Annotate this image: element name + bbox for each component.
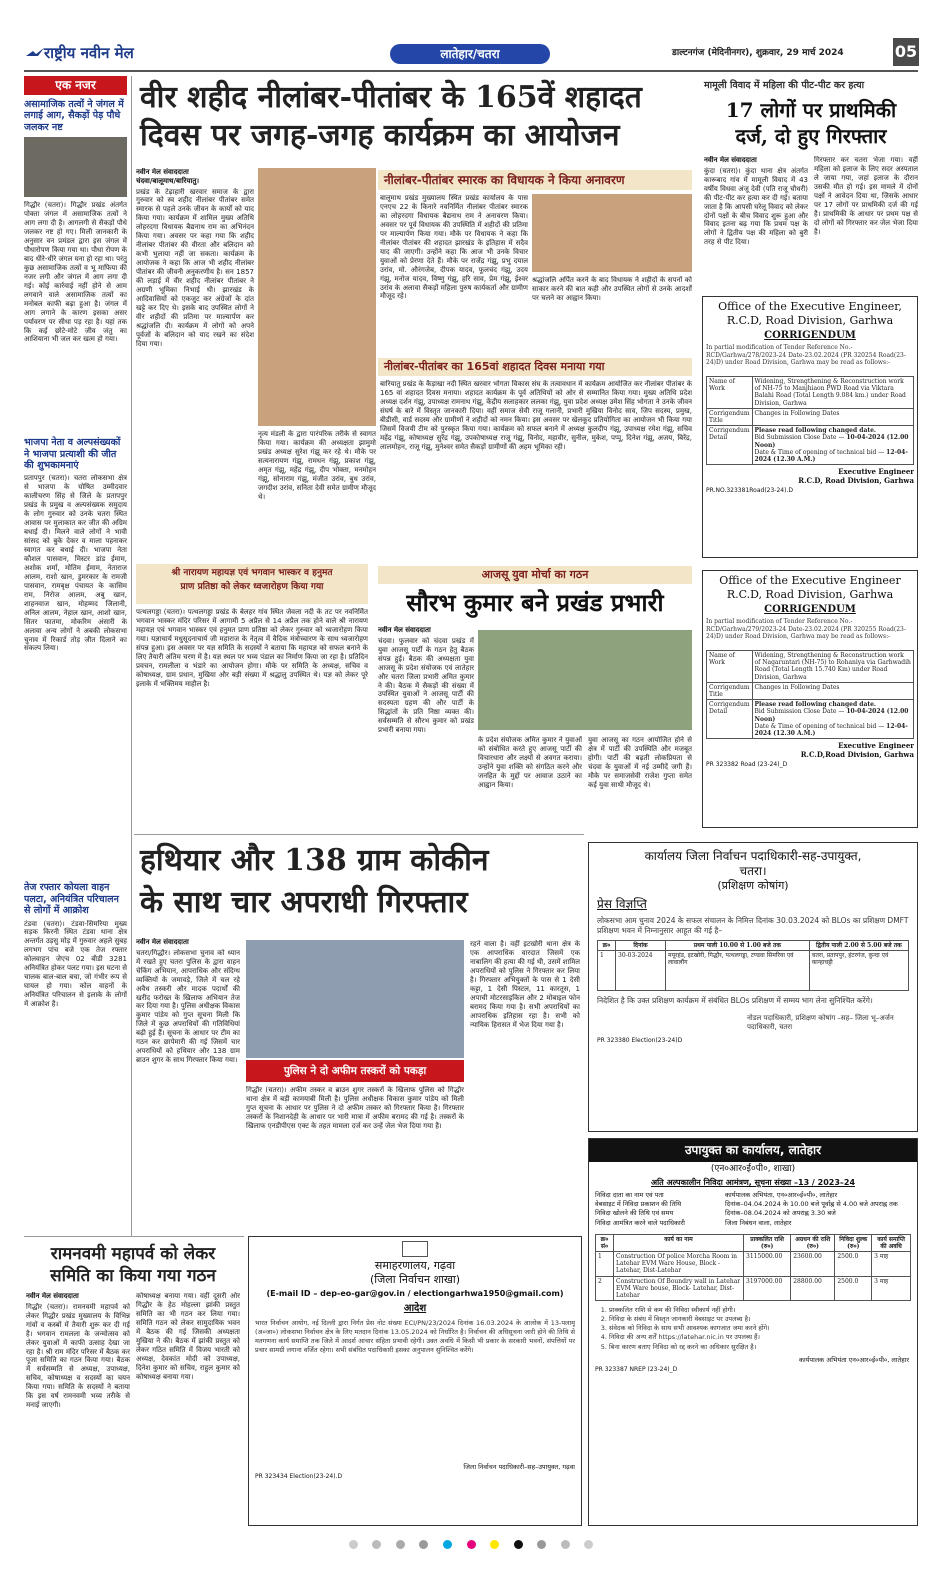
table-row xyxy=(596,1234,911,1251)
table-cell: Widening, Strengthening & Reconstruction work of Nagaruntari (NH-75) to Rohaniya via Garhwadih Road (Total Length 15.740 Km) under Road Division, Garhwa xyxy=(752,651,913,683)
main-headline-line-2: दिवस पर जगह-जगह कार्यक्रम का आयोजन xyxy=(140,118,620,153)
registration-dot xyxy=(537,1540,546,1549)
ajsu-kicker-box xyxy=(378,566,692,584)
ajsu-headline: सौरभ कुमार बने प्रखंड प्रभारी xyxy=(406,588,664,617)
dateline: चंदवा/बालूमाथ/बारियातु। xyxy=(136,176,200,185)
table-header: क्र० सं० xyxy=(596,1234,614,1251)
cocaine-sub-body: गिद्धौर (चतरा)। अफीम तस्कर व ब्राउन शुगर तस्करों के खिलाफ पुलिस को गिद्धौर थाना क्षेत्र में बड़ी कामयाबी मिली है। पुलिस अधीक्षक विकास कुमार पांडेय को मिली गुप्त सूचना के आधार पर पुलिस ने दो अफीम तस्कर को गिरफ्तार किया है। गिरफ्तार तस्करों के निशानदेही के आधार पर भारी मात्रा में अफीम बरामद की गई है। तस्करों के खिलाफ एनडीपीएस एक्ट के तहत मामला दर्ज कर उन्हें जेल भेज दिया गया है। xyxy=(246,1086,464,1130)
table-cell: 28800.00 xyxy=(791,1276,835,1301)
byline: नवीन मेल संवाददाता xyxy=(26,1292,79,1300)
photo-caption: नृत्य मंडली के द्वारा पारंपरिक तरीके से स्वागत किया गया। कार्यक्रम की अध्यक्षता झामुमो प्रखंड अध्यक्ष सुरेश गंझू कर रहे थे। मौके पर सत्यनारायण गंझू, रामधन गंझू, प्रकाश गंझू, अमृत गंझू, महेंद्र गंझू, दीप भोक्ता, मनमोहन गंझू, सोनाराम गंझू, मंजीत उरांव, बुध उरांव, जगदीश उरांव, सनिता देवी समेत ग्रामीण मौजूद थे। xyxy=(258,430,376,501)
garhwa-election-ad xyxy=(248,1236,582,1526)
table-row xyxy=(707,377,914,409)
latehar-sub: (एन०आर०ई०पी०, शाखा) xyxy=(710,1164,796,1174)
corrigendum-ad-2 xyxy=(702,570,918,828)
masthead-title: राष्ट्रीय नवीन मेल xyxy=(44,44,134,62)
police-photo xyxy=(246,940,464,1058)
table-header: दिनांक xyxy=(616,941,666,951)
info-label: निविदा आमंत्रित करने वाले पदाधिकारी xyxy=(595,1218,685,1227)
latehar-notice: अति अल्पकालीन निविदा आमंत्रण, सूचना संख्या –13 / 2023–24 xyxy=(650,1178,856,1188)
sidebar-story-body: प्रतापपुर (चतरा)। चतरा लोकसभा क्षेत्र से भाजपा के घोषित उम्मीदवार कालीचरण सिंह से जिले के प्रतापपुर प्रखंड के प्रमुख व अल्पसंख्यक समुदाय के लोग गुरुवार को उनके चतरा स्थित आवास पर मुलाकात कर जीत की अग्रिम बधाई दी। मिलने वाले लोगों ने भावी सांसद को बुके देकर व माला पहनाकर स्वागत कर बधाई दी। भाजपा नेता कौशल पासवान, मिस्टर डांड ईमाम, अशोक शर्मा, मोतिम ईमाम, नेताराज आलम, राशो खान, डुमरकार के रामजी पासवान, रामबृक्ष पंचायत के कासिम राम, निरोज आलम, अबु खान, शाहनवाज खान, मोहम्मद जिलानी, अनिल आलम, नेहाल खान, आशो खान, सितर फातमा, मोकरिम अंसारी के अलावा अन्य लोगों ने अबकी लोकसभा चुनाव में रिकार्ड तोड़ जीत दिलाने का संकल्प लिया। xyxy=(24,474,127,653)
narayan-headline-1: श्री नारायण महायज्ञ एवं भगवान भास्कर व हनुमत xyxy=(171,568,333,578)
section-label: लातेहार/चतरा xyxy=(440,47,500,61)
table-cell: Name of Work xyxy=(707,377,753,409)
ajsu-kicker: आजसू युवा मोर्चा का गठन xyxy=(481,568,589,581)
cocaine-right-body: रहने वाला है। वहीं इटखोरी थाना क्षेत्र के एक आपराधिक वारदात जिसमें एक नाबालिग की हत्या की गई थी, उसमें शामिल अपराधियों को पुलिस ने गिरफ्तार कर लिया है। गिरफ्तार अभियुक्तों के पास से 1 देसी कट्टा, 1 देसी पिस्टल, 11 कारतूस, 1 अपाची मोटरसाइकिल और 2 मोबाइल फोन बरामद किया गया है। सभी अपराधियों का आपराधिक इतिहास रहा है। सभी को न्यायिक हिरासत में भेज दिया गया है। xyxy=(470,940,580,1029)
ad-division: R.C.D, Road Division, Garhwa xyxy=(726,587,894,601)
ad-table xyxy=(706,650,914,739)
dateline: डाल्टनगंज (मेदिनीनगर), शुक्रवार, 29 मार्च 2024 xyxy=(672,48,844,58)
unveil-body: बालूमाथ प्रखंड मुख्यालय स्थित प्रखंड कार्यालय के पास एनएच 22 के किनारे नवनिर्मित नीलांबर पीतांबर स्मारक का लोहरदगा विधायक बैद्यनाथ राम ने अनावरण किया। अवसर पर पूर्व विधायक की उपस्थिति में शहीदों की प्रतिमा पर माल्यार्पण किया गया। मौके पर विधायक ने कहा कि नीलांबर पीतांबर की शहादत झारखंड के इतिहास में सदैव याद की जाएगी। उन्होंने कहा कि आज भी उनके विचार युवाओं को प्रेरणा देते हैं। मौके पर राजेंद्र गंझू, प्रभु दयाल उरांव, मो. औरंगजेब, दीपक यादव, फूलचंद गंझू, उदय गंझू, मनोज यादव, विष्णु गंझू, हरि साव, प्रेम गंझू, ईश्वर उरांव के अलावा सैकड़ों महिला पुरुष कार्यकर्ता और ग्रामीण मौजूद रहे। xyxy=(380,194,528,301)
table-cell: Corrigendum Title xyxy=(707,408,753,425)
election-office-1: कार्यालय जिला निर्वाचन पदाधिकारी-सह-उपायुक्त, xyxy=(644,849,862,863)
table-cell: Construction Of Boundry wall in Latehar EVM Ware house, Block- Latehar, Dist-Latehar xyxy=(614,1276,744,1301)
fire-photo xyxy=(24,137,127,197)
byline: नवीन मेल संवाददाता xyxy=(136,168,189,176)
masthead-bar xyxy=(0,30,945,70)
sidebar-headline: असामाजिक तत्वों ने जंगल में लगाई आग, सैकड़ों पेड़ पौधे जलकर नष्ट xyxy=(24,99,124,133)
table-header: कार्य का नाम xyxy=(614,1234,744,1251)
registration-dot xyxy=(514,1540,523,1549)
sidebar xyxy=(24,76,127,1233)
table-cell: 2500.0 xyxy=(835,1252,872,1277)
table-header: प्रथम पाली 10.00 से 1.00 बजे तक xyxy=(666,941,810,951)
table-row xyxy=(707,651,914,683)
sidebar-story-body: गिद्धौर (चतरा)। गिद्धौर प्रखंड अंतर्गत पोक्ता जंगल में असामाजिक तत्वों ने आग लगा दी है। आगलगी से सैकड़ों पौधे जलकर नष्ट हो गए। मिली जानकारी के अनुसार वन प्रमंडल द्वारा इस जंगल में पौधारोपण किया गया था। पौधा रोपण के बाद धीरे-धीरे जंगल घना हो रहा था। परंतु कुछ असामाजिक तत्वों व भू माफिया की नजर लगी और जंगल में आग लगा दी गई। कोई कार्रवाई नहीं होने से आम लगवाने वाले असामाजिक तत्वों का मनोबल काफी बढ़ा हुआ है। जंगल में आग लगाने के कारण इसका असर पर्यावरण पर सीधा पड़ रहा है। यहां तक कि कई छोटे-मोटे जीव जंतु का आशियाना भी जल कर खत्म हो गया। xyxy=(24,201,127,344)
ad-table xyxy=(706,376,914,465)
ajsu-body-3: युवा आजसू का गठन आयोजित होने से क्षेत्र में पार्टी की उपस्थिति और मजबूत होगी। पार्टी की बढ़ती लोकप्रियता से चंदवा के युवाओं में नई उम्मीदें जगी हैं। मौके पर समाजसेवी राजेश गुप्ता समेत कई युवा साथी मौजूद थे। xyxy=(588,736,692,789)
table-cell: चतरा, प्रतापपुर, हंटरगंज, कुन्दा एवं कान्हाचट्टी xyxy=(809,951,908,991)
table-header: क्र० xyxy=(598,941,616,951)
section-rule xyxy=(24,1236,244,1237)
latehar-tender-ad xyxy=(588,1138,918,1526)
table-header: कार्य समाप्ति की अवधि xyxy=(872,1234,911,1251)
date-value: 12-04-2024 (12.30 A.M.) xyxy=(754,722,908,737)
main-story-column xyxy=(136,168,254,558)
info-row xyxy=(595,1191,911,1200)
read-note: Please read following changed date. xyxy=(754,427,877,435)
garhwa-signature: जिला निर्वाचन पदाधिकारी–सह–उपायुक्त, गढ़वा xyxy=(463,1463,575,1471)
ajsu-body: चंदवा। फुलवार को चंदवा प्रखंड में युवा आजसू पार्टी के गठन हेतु बैठक संपन्न हुई। बैठक की अध्यक्षता युवा आजसू के प्रदेश संयोजक एवं लातेहार और चतरा जिला प्रभारी अमित कुमार ने की। बैठक में सैकड़ों की संख्या में उपस्थित युवाओं ने आजसू पार्टी की सदस्यता ग्रहण की और पार्टी के सिद्धांतों के प्रति निष्ठा व्यक्त की। सर्वसम्मति से सौरभ कुमार को प्रखंड प्रभारी बनाया गया। xyxy=(378,636,474,735)
election-office-2: चतरा। xyxy=(739,864,767,878)
note-item: 1. प्राक्कलित राशि से कम की निविदा स्वीकार्य नहीं होगी। xyxy=(609,1306,909,1315)
date-value: 10-04-2024 (12.00 Noon) xyxy=(754,434,909,449)
sidebar-story-body: टंडवा (चतरा)। टंडवा-सिमरिया मुख्य सड़क किरनी स्थित टंडवा थाना क्षेत्र अन्तर्गत उड़सु मोड़ में गुरुवार अहले सुबह लगभग पांच बजे एक तेज रफ्तार कोलवाहन जेएच 02 बीडी 3281 अनियंत्रित होकर पलट गया। इस घटना से चालक बाल-बाल बचा, जो गंभीर रूप से घायल हो गया। कोल वाहनों के अनियंत्रित परिचालन से इलाके के लोगों में आक्रोश है। xyxy=(24,919,127,1009)
garhwa-pr-number: PR 323434 Election(23-24).D xyxy=(255,1473,343,1481)
election-table xyxy=(597,940,909,991)
date-label: Date & Time of opening of technical bid xyxy=(754,722,877,730)
story-unveil-headline xyxy=(378,170,692,190)
latehar-table xyxy=(595,1234,911,1302)
ad-pr-number: PR 323382 Road (23-24)_D xyxy=(706,760,788,768)
table-cell: 3 माह xyxy=(872,1252,911,1277)
table-header: प्राक्कलित राशि (रु०) xyxy=(744,1234,791,1251)
ad-intro: In partial modification of Tender Reference No.- RCD/Garhwa/278/2023-24 Date-23.02.2024 (PR 320254 Road(23-24)D) under Road Division, Garhwa may be read as follows:- xyxy=(706,344,906,366)
table-header: द्वितीय पाली 2.00 से 5.00 बजे तक xyxy=(809,941,908,951)
narayan-body: पत्थलगड्डा (चतरा)। पत्थलगड्डा प्रखंड के बेलहर गांव स्थित जेवला नदी के तट पर नवनिर्मित भगवान भास्कर मंदिर परिसर में आगामी 5 अप्रैल से 14 अप्रैल तक होने वाले श्री नारायण महायज्ञ एवं भगवान भास्कर एवं हनुमत प्राण प्रतिष्ठा को लेकर गुरुवार को ध्वजारोहण किया गया। यज्ञाचार्य मधुसूदनाचार्य जी महाराज के नेतृत्व में वैदिक मंत्रोच्चारण के साथ ध्वजारोहण संपन्न हुआ। इस अवसर पर यज्ञ समिति के सदस्यों ने बताया कि महायज्ञ को सफल बनाने के लिए तैयारी अंतिम चरण में है। यज्ञ स्थल पर भव्य पंडाल का निर्माण किया जा रहा है। प्रतिदिन प्रवचन, रामलीला व भंडारे का आयोजन होगा। मौके पर समिति के अध्यक्ष, सचिव व कोषाध्यक्ष, ग्राम प्रधान, मुखिया और बड़ी संख्या में श्रद्धालु उपस्थित थे। यज्ञ को लेकर पूरे इलाके में भक्तिमय माहौल है। xyxy=(136,608,368,688)
story-165-body: बारियातु प्रखंड के कैड़ाखा नदी स्थित खरवार भोगता विकास संघ के तत्वावधान में कार्यक्रम आयोजित कर नीलांबर पीतांबर के 165 वां शहादत दिवस मनाया। शहादत कार्यक्रम के पूर्व अतिथियों को ओर से सम्मानित किया गया। मुख्य अतिथि प्रदेश अध्यक्ष दर्शन गंझू, उपाध्यक्ष रामनाथ गंझू, केंद्रीय सलाहकार ललका गंझू, युवा प्रदेश अध्यक्ष उमेश सिंह भोगता ने उनके जीवन संघर्ष के बारे में विस्तृत जानकारी दिया। वहीं समाज सेवी राजू गलानी, प्रभारी मुखिया विनोद साव, जिप सदस्य, प्रमुख, बीडीसी, वार्ड सदस्य और ग्रामीणों ने शहीदों को नमन किया। इस अवसर पर खेलकूद प्रतियोगिता का आयोजन भी किया गया जिसमें विजयी टीम को पुरस्कृत किया गया। कार्यक्रम को सफल बनाने में अध्यक्ष कुलदीप गंझू, उपाध्यक्ष रमेश गंझू, सचिव महेंद्र गंझू, कोषाध्यक्ष सुरेंद्र गंझू, उपकोषाध्यक्ष राजू गंझू, विनोद, महावीर, सुनील, मुकेश, पप्पू, दिनेश गंझू, अजय, बिरेंद्र, लालमोहन, राजू गंझू, मुनेश्वर समेत सैकड़ों ग्रामीणों की अहम भूमिका रही। xyxy=(380,380,692,451)
table-cell: Changes in Following Dates xyxy=(752,408,913,425)
info-value: जिला निबंधन वाला, लातेहार xyxy=(725,1218,792,1227)
date-value: 10-04-2024 (12.00 Noon) xyxy=(754,708,909,723)
header-rule xyxy=(24,70,918,72)
cocaine-column xyxy=(136,938,240,1228)
narayan-headline-2: प्राण प्रतिष्ठा को लेकर ध्वजारोहण किया गया xyxy=(180,582,324,593)
table-row xyxy=(596,1276,911,1301)
date-row: Date & Time of opening of technical bid — 12-04-2024 (12.30 A.M.) xyxy=(754,448,908,463)
table-cell: Changes in Following Dates xyxy=(752,682,913,699)
latehar-office: उपायुक्त का कार्यालय, लातेहार xyxy=(589,1139,917,1162)
story-narayan-headline xyxy=(136,564,368,604)
table-cell: 3197000.00 xyxy=(744,1276,791,1301)
section-tab xyxy=(390,44,550,64)
note-item: 4. निविदा की अन्य शर्तें https://latehar.nic.in पर उपलब्ध हैं। xyxy=(609,1333,909,1342)
table-cell: मयूरहंड, इटखोरी, गिद्धौर, पत्थलगड्डा, टण्डवा सिमरिया एवं लावालौंग xyxy=(666,951,810,991)
section-rule xyxy=(134,834,584,835)
date-row: Bid Submission Close Date — 10-04-2024 (12.00 Noon) xyxy=(754,434,909,449)
table-cell xyxy=(752,700,913,739)
table-cell: Name of Work xyxy=(707,651,753,683)
ad-office: Office of the Executive Engineer, xyxy=(718,300,902,313)
info-label: वेबसाइट में निविदा प्रकाशन की तिथि xyxy=(595,1200,682,1209)
garhwa-title: आदेश xyxy=(403,1302,427,1314)
election-title: प्रेस विज्ञप्ति xyxy=(597,896,647,911)
column-divider xyxy=(131,76,132,1236)
read-note: Please read following changed date. xyxy=(754,701,877,709)
unveil-photo xyxy=(532,194,692,272)
table-cell: Corrigendum Detail xyxy=(707,426,753,465)
garhwa-office-2: (जिला निर्वाचन शाखा) xyxy=(369,1272,461,1286)
cocaine-headline-2: के साथ चार अपराधी गिरफ्तार xyxy=(140,885,468,920)
bird-logo-icon xyxy=(26,48,44,58)
women-headline-1: 17 लोगों पर प्राथमिकी xyxy=(725,98,897,122)
registration-dot xyxy=(584,1540,593,1549)
ramnavami-body-2: कोषाध्यक्ष बनाया गया। वहीं दूसरी ओर गिद्धौर के हेठ मोहल्ला झांकी प्रस्तुत समिति का भी गठन कर लिया गया। समिति गठन को लेकर सामुदायिक भवन में बैठक की गई जिसकी अध्यक्षता मुखिया ने की। बैठक में झांकी प्रस्तुत को लेकर गठित समिति में विजय भारती को अध्यक्ष, देवकांत मोदी को उपाध्यक्ष, दिनेश कुमार को सचिव, राहुल कुमार को कोषाध्यक्ष बनाया गया। xyxy=(136,1292,240,1381)
registration-dot xyxy=(443,1540,452,1549)
page-number: 05 xyxy=(893,38,919,66)
info-value: दिनांक–08.04.2024 को अपराह्न 3.30 बजे xyxy=(725,1209,836,1218)
table-cell: 1 xyxy=(596,1252,614,1277)
date-row: Date & Time of opening of technical bid — 12-04-2024 (12.30 A.M.) xyxy=(754,722,908,737)
table-row xyxy=(598,941,909,951)
table-header: अग्रधन की राशि (रु०) xyxy=(791,1234,835,1251)
registration-dot xyxy=(396,1540,405,1549)
ramnavami-column xyxy=(26,1292,130,1524)
ad-signature-1: Executive Engineer xyxy=(838,467,914,477)
table-cell: Construction Of police Morcha Room in Latehar EVM Ware House, Block - Latehar, Dist-Latehar xyxy=(614,1252,744,1277)
info-label: निविदा दाता का नाम एवं पता xyxy=(595,1191,664,1200)
photo-caption-banner xyxy=(246,1060,464,1082)
info-row xyxy=(595,1219,911,1228)
garhwa-office-1: समाहरणालय, गढ़वा xyxy=(374,1259,456,1272)
latehar-notes xyxy=(609,1306,909,1351)
registration-dot xyxy=(490,1540,499,1549)
table-cell: 3115000.00 xyxy=(744,1252,791,1277)
ramnavami-headline-2: समिति का किया गया गठन xyxy=(50,1266,216,1286)
ad-intro: In partial modification of Tender Reference No.- RCD/Garhwa/279/2023-24 Date-23.02.2024 (PR 320255 Road(23-24)D) under Road Division, Garhwa may be read as follows:- xyxy=(706,618,906,640)
sidebar-headline: भाजपा नेता व अल्पसंख्यकों ने भाजपा प्रत्याशी की जीत की शुभकामनाएं xyxy=(24,437,121,471)
table-cell: 3 माह xyxy=(872,1276,911,1301)
ajsu-column xyxy=(378,626,474,826)
ad-signature-2: R.C.D, Road Division, Garhwa xyxy=(798,475,914,485)
ramnavami-headline-1: रामनवमी महापर्व को लेकर xyxy=(50,1244,216,1264)
ad-division: R.C.D, Road Division, Garhwa xyxy=(726,313,894,327)
story-165-headline xyxy=(378,358,692,376)
registration-dot xyxy=(561,1540,570,1549)
women-headline-2: दर्ज, दो हुए गिरफ्तार xyxy=(735,124,887,148)
date-label: Bid Submission Close Date xyxy=(754,434,837,442)
table-cell: 23600.00 xyxy=(791,1252,835,1277)
byline: नवीन मेल संवाददाता xyxy=(378,626,431,634)
table-cell: 1 xyxy=(598,951,616,991)
ad-signature-2: R.C.D,Road Division, Garhwa xyxy=(800,749,914,759)
table-header: निविदा शुल्क (रु०) xyxy=(835,1234,872,1251)
ad-title: CORRIGENDUM xyxy=(764,329,856,341)
sidebar-label: एक नजर xyxy=(24,76,127,95)
story-165-headline-text: नीलांबर-पीतांबर का 165वां शहादत दिवस मनाया गया xyxy=(384,360,605,373)
women-body: कुंदा (चतरा)। कुंदा थाना क्षेत्र अंतर्गत कारूबाद गांव में मामूली विवाद में 43 वर्षीय विधवा अंजू देवी (पति राजू चौधरी) की पीट-पीट कर हत्या कर दी गई। बताया जाता है कि आपसी घरेलू विवाद को लेकर दोनों पक्षों के बीच विवाद शुरू हुआ और विवाद इतना बढ़ गया कि प्रथम पक्ष के लोगों ने द्वितीय पक्ष की महिला को बुरी तरह से पीट दिया। xyxy=(704,166,808,247)
table-cell: Corrigendum Detail xyxy=(707,700,753,739)
main-headline-line-1: वीर शहीद नीलांबर-पीतांबर के 165वें शहादत xyxy=(140,80,642,115)
ad-signature-1: Executive Engineer xyxy=(838,741,914,751)
ajsu-group-photo xyxy=(478,630,692,730)
main-story-body: प्रखंड के टेढ़ाहारी खरवार समाज के द्वारा गुरुवार को स्व शहीद नीलांबर पीतांबर समेत स्मारक से पहले उनके जीवन के कार्यों को याद किया गया। कार्यक्रम में शामिल मुख्य अतिथि लोहरदगा विधायक बैद्यनाथ राम का अभिनंदन किया गया। अवसर पर कहा गया कि शहीद नीलांबर पीतांबर की वीरता और बलिदान को कभी भुलाया नहीं जा सकता। कार्यक्रम के आयोजक ने कहा कि आज भी शहीद नीलांबर पीतांबर की जीवनी अनुकरणीय है। सन 1857 की लड़ाई में वीर शहीद नीलांबर पीतांबर ने अग्रणी भूमिका निभाई थी। झारखंड के आदिवासियों को एकजुट कर अंग्रेजों के दांत खट्टे कर दिए थे। इसके बाद उपस्थित लोगों ने वीर शहीदों की प्रतिमा पर माल्यार्पण कर श्रद्धांजलि दी। कार्यक्रम में लोगों को अपने पूर्वजों के बलिदान को याद रखने का संदेश दिया गया। xyxy=(136,187,254,348)
info-row xyxy=(595,1200,911,1209)
byline: नवीन मेल संवाददाता xyxy=(704,156,757,164)
info-value: दिनांक–04.04.2024 के 10.00 बजे पूर्वाह्न से 4.00 बजे अपराह्न तक xyxy=(725,1200,898,1209)
women-column xyxy=(704,156,808,294)
election-note: निदेशित है कि उक्त प्रशिक्षण कार्यक्रम में संबंधित BLOs प्रशिक्षण में सम्मय भाग लेना सुनिश्चित करेंगे। xyxy=(597,996,873,1006)
corrigendum-ad-1 xyxy=(702,296,918,558)
election-press-ad xyxy=(588,842,918,1132)
unveil-headline-text: नीलांबर-पीतांबर स्मारक का विधायक ने किया अनावरण xyxy=(384,173,625,187)
ad-title: CORRIGENDUM xyxy=(764,603,856,615)
photo-caption-text: पुलिस ने दो अफीम तस्करों को पकड़ा xyxy=(283,1065,427,1077)
latehar-signature: कार्यपालक अभियंता एन०आर०ई०पी०, लातेहार xyxy=(798,1355,909,1364)
ajsu-body-2: के प्रदेश संयोजक अमित कुमार ने युवाओं को संबोधित करते हुए आजसू पार्टी की विचारधारा और लक्ष्यों से अवगत कराया। उन्होंने युवा शक्ति को संगठित करने और जनहित के मुद्दों पर आवाज उठाने का आह्वान किया। xyxy=(478,736,582,789)
statue-photo xyxy=(258,168,376,426)
date-label: Date & Time of opening of technical bid xyxy=(754,448,877,456)
info-row xyxy=(595,1209,911,1218)
table-cell: 2500.0 xyxy=(835,1276,872,1301)
ramnavami-body: गिद्धौर (चतरा)। रामनवमी महापर्व को लेकर गिद्धौर प्रखंड मुख्यालय के विभिन्न गांवों व कस्बों में तैयारी शुरू कर दी गई है। भगवान रामलला के जन्मोत्सव को लेकर युवाओं में काफी उत्साह देखा जा रहा है। श्री राम मंदिर परिसर में बैठक कर पूजा समिति का गठन किया गया। बैठक में सर्वसम्मति से अध्यक्ष, उपाध्यक्ष, सचिव, कोषाध्यक्ष व सदस्यों का चयन किया गया। समिति के सदस्यों ने बताया कि इस वर्ष रामनवमी भव्य तरीके से मनाई जाएगी। xyxy=(26,1302,130,1410)
garhwa-body: भारत निर्वाचन आयोग, नई दिल्ली द्वारा निर्गत प्रेस नोट संख्या ECI/PN/23/2024 दिनांक 16.03.2024 के आलोक में 13-पलामू (अ०जा०) लोकसभा निर्वाचन क्षेत्र के लिए मतदान दिनांक 13.05.2024 को निर्धारित है। निर्वाचन की अधिसूचना जारी होने की तिथि से मतगणना कार्य समाप्ति तक जिले में आदर्श आचार संहिता प्रभावी रहेगी। उक्त अवधि में किसी भी प्रकार के सरकारी भवनों, संपत्तियों पर प्रचार सामग्री लगाना वर्जित रहेगा। सभी संबंधित पदाधिकारी इसका अनुपालन सुनिश्चित करेंगे। xyxy=(255,1319,575,1355)
table-row xyxy=(707,426,914,465)
unveil-body-lower: श्रद्धांजलि अर्पित करने के बाद विधायक ने शहीदों के सपनों को साकार करने की बात कही और उपस्थित लोगों से उनके आदर्शों पर चलने का आह्वान किया। xyxy=(532,276,692,302)
date-row: Bid Submission Close Date — 10-04-2024 (12.00 Noon) xyxy=(754,708,909,723)
registration-dot xyxy=(372,1540,381,1549)
election-body: लोकसभा आम चुनाव 2024 के सफल संचालन के निमित्त दिनांक 30.03.2024 को BLOs का प्रशिक्षण DMFT प्रशिक्षण भवन में निम्नानुसार आहूत की गई है– xyxy=(597,915,909,935)
table-cell: 30-03-2024 xyxy=(616,951,666,991)
table-row xyxy=(707,408,914,425)
election-office-3: (प्रशिक्षण कोषांग) xyxy=(717,879,789,892)
info-label: निविदा खोलने की तिथि एवं समय xyxy=(595,1209,674,1218)
note-item: 3. संवेदक को निविदा के साथ सभी आवश्यक कागजात जमा करने होंगे। xyxy=(609,1324,909,1333)
cocaine-headline-1: हथियार और 138 ग्राम कोकीन xyxy=(140,843,489,878)
cocaine-body: चतरा/गिद्धौर। लोकसभा चुनाव को ध्यान में रखते हुए चतरा पुलिस के द्वारा वाहन चेकिंग अभियान, आपराधिक और संदिग्ध व्यक्तियों के जमावड़े, जिले में चल रहे अवैध तस्करी और मादक पदार्थों की खरीद फरोख्त के खिलाफ अभियान तेज कर दिया गया है। पुलिस अधीक्षक विकास कुमार पांडेय को गुप्त सूचना मिली कि जिले में कुछ अपराधियों की गतिविधियां बढ़ी हुई हैं। सूचना के आधार पर टीम का गठन कर छापेमारी की गई जिसमें चार अपराधियों को हथियार और 138 ग्राम ब्राउन शुगर के साथ गिरफ्तार किया गया। xyxy=(136,948,240,1065)
women-body-2: गिरफ्तार कर चतरा भेजा गया। वहीं महिला को इलाज के लिए सदर अस्पताल ले जाया गया, जहां इलाज के दौरान उसकी मौत हो गई। इस मामले में दोनों पक्षों ने आवेदन दिया था, जिसके आधार पर 17 लोगों पर प्राथमिकी दर्ज की गई है। प्राथमिकी के आधार पर प्रथम पक्ष से दो लोगों को गिरफ्तार कर जेल भेजा दिया है। xyxy=(814,156,918,236)
garhwa-email: (E-mail ID – dep-eo-gar@gov.in / electiongarhwa1950@gmail.com) xyxy=(266,1288,564,1298)
table-cell: 2 xyxy=(596,1276,614,1301)
women-kicker: मामूली विवाद में महिला की पीट-पीट कर हत्या xyxy=(704,80,865,91)
table-cell: Widening, Strengthening & Reconstruction work of NH-75 to Manjhiaon PWD Road via Viktara Balahi Road (Total Length 9.084 km.) under Road Division, Garhwa xyxy=(752,377,913,409)
byline: नवीन मेल संवाददाता xyxy=(136,938,189,946)
date-value: 12-04-2024 (12.30 A.M.) xyxy=(754,448,908,463)
table-cell: Corrigendum Title xyxy=(707,682,753,699)
date-label: Bid Submission Close Date xyxy=(754,708,837,716)
ad-pr-number: PR.NO.323381Road(23-24).D xyxy=(706,486,793,494)
print-registration-strip xyxy=(24,1540,918,1554)
emblem-icon xyxy=(402,1241,428,1257)
latehar-pr-number: PR 323387 NREP (23-24)_D xyxy=(595,1365,678,1373)
info-value: कार्यपालक अभियंता, एन०आर०ई०पी०, लातेहार xyxy=(725,1191,838,1200)
election-pr-number: PR 323380 Election(23-24)D xyxy=(597,1036,683,1044)
election-signature: नोडल पदाधिकारी, प्रशिक्षण कोषांग –सह– जिला भू–अर्जन पदाधिकारी, चतरा xyxy=(747,1014,894,1032)
registration-dot xyxy=(419,1540,428,1549)
ad-office: Office of the Executive Engineer xyxy=(719,574,901,587)
latehar-info xyxy=(589,1191,917,1227)
note-item: 2. निविदा के संबंध में विस्तृत जानकारी वेबसाइट पर उपलब्ध है। xyxy=(609,1315,909,1324)
table-cell xyxy=(752,426,913,465)
note-item: 5. बिना कारण बताए निविदा को रद्द करने का अधिकार सुरक्षित है। xyxy=(609,1343,909,1352)
table-row xyxy=(596,1252,911,1277)
sidebar-headline: तेज रफ्तार कोयला वाहन पलटा, अनियंत्रित परिचालन से लोगों में आक्रोश xyxy=(24,882,119,917)
table-row xyxy=(707,700,914,739)
registration-dot xyxy=(467,1540,476,1549)
registration-dot xyxy=(349,1540,358,1549)
table-row xyxy=(707,682,914,699)
table-row xyxy=(598,951,909,991)
